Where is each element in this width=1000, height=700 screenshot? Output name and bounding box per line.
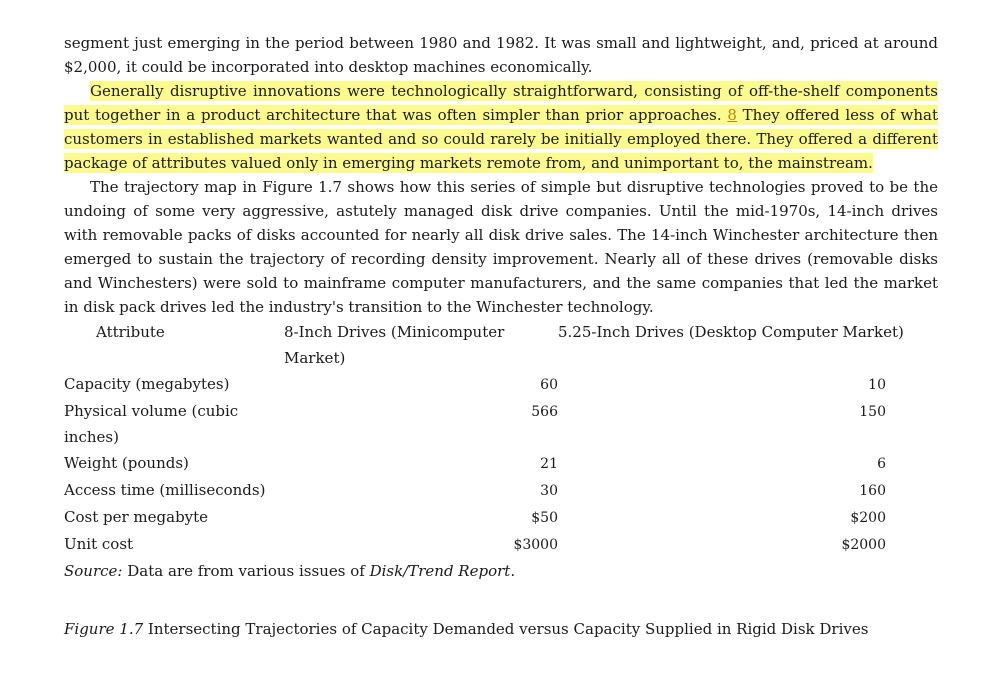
row-label: Access time (milliseconds) xyxy=(64,481,266,499)
paragraph-1: segment just emerging in the period between 1980 and 1982. It was small and lightweight, and, priced at around $2,000, it could be incorporated into desktop machines economically. xyxy=(64,34,938,76)
row-label: Physical volume (cubic inches) xyxy=(64,402,239,446)
figure-label: Figure 1.7 xyxy=(64,620,144,638)
row-label: Cost per megabyte xyxy=(64,508,209,526)
source-label: Source: xyxy=(64,562,123,580)
table-row xyxy=(64,371,938,398)
cell-5-25-inch: 160 xyxy=(859,483,886,499)
table-header-row xyxy=(64,319,938,371)
cell-8-inch: 21 xyxy=(540,456,558,472)
figure-title: Intersecting Trajectories of Capacity Demanded versus Capacity Supplied in Rigid Disk Drives xyxy=(143,620,869,638)
source-title: Disk/Trend Report xyxy=(369,562,511,580)
cell-5-25-inch: 150 xyxy=(859,404,886,420)
cell-5-25-inch: 10 xyxy=(868,377,886,393)
table-source-note xyxy=(64,558,938,584)
header-5-25-inch: 5.25-Inch Drives (Desktop Computer Market) xyxy=(558,323,904,341)
cell-5-25-inch: $200 xyxy=(850,510,886,526)
figure-caption xyxy=(64,617,938,641)
document-page xyxy=(64,31,938,641)
footnote-link[interactable]: 8 xyxy=(727,106,737,124)
source-text: Data are from various issues of xyxy=(122,562,370,580)
cell-8-inch: 566 xyxy=(531,404,558,420)
cell-5-25-inch: $2000 xyxy=(841,537,886,553)
comparison-table xyxy=(64,319,938,558)
row-label: Capacity (megabytes) xyxy=(64,375,230,393)
table-row xyxy=(64,477,938,504)
table-row xyxy=(64,450,938,477)
paragraph-2 xyxy=(64,79,938,175)
header-8-inch: 8-Inch Drives (Minicomputer Market) xyxy=(284,323,505,367)
cell-8-inch: 30 xyxy=(540,483,558,499)
row-label: Unit cost xyxy=(64,535,134,553)
cell-8-inch: $50 xyxy=(531,510,558,526)
source-end: . xyxy=(510,562,516,580)
highlight-text-2: They offered less of what customers in established markets wanted and so could rarely be initially employed there. They offered a different package of attributes valued only in emerging markets remote from, and unimportant to, the mainstream. xyxy=(64,106,938,172)
table-row xyxy=(64,531,938,558)
cell-8-inch: 60 xyxy=(540,377,558,393)
table-row xyxy=(64,398,938,450)
paragraph-3: The trajectory map in Figure 1.7 shows how this series of simple but disruptive technologies proved to be the undoing of some very aggressive, astutely managed disk drive companies. Until the mid-1970s, 14-inch drives with removable packs of disks accounted for nearly all disk drive sales. The 14-inch Winchester architecture then emerged to sustain the trajectory of recording density improvement. Nearly all of these drives (removable disks and Winchesters) were sold to mainframe computer manufacturers, and the same companies that led the market in disk pack drives led the industry's transition to the Winchester technology. xyxy=(64,178,938,316)
row-label: Weight (pounds) xyxy=(64,454,189,472)
highlight-text-1: Generally disruptive innovations were technologically straightforward, consisting of off-the-shelf components put together in a product architecture that was often simpler than prior approaches. xyxy=(64,82,938,124)
table-row xyxy=(64,504,938,531)
cell-5-25-inch: 6 xyxy=(877,456,886,472)
cell-8-inch: $3000 xyxy=(513,537,558,553)
header-attribute: Attribute xyxy=(96,323,165,341)
